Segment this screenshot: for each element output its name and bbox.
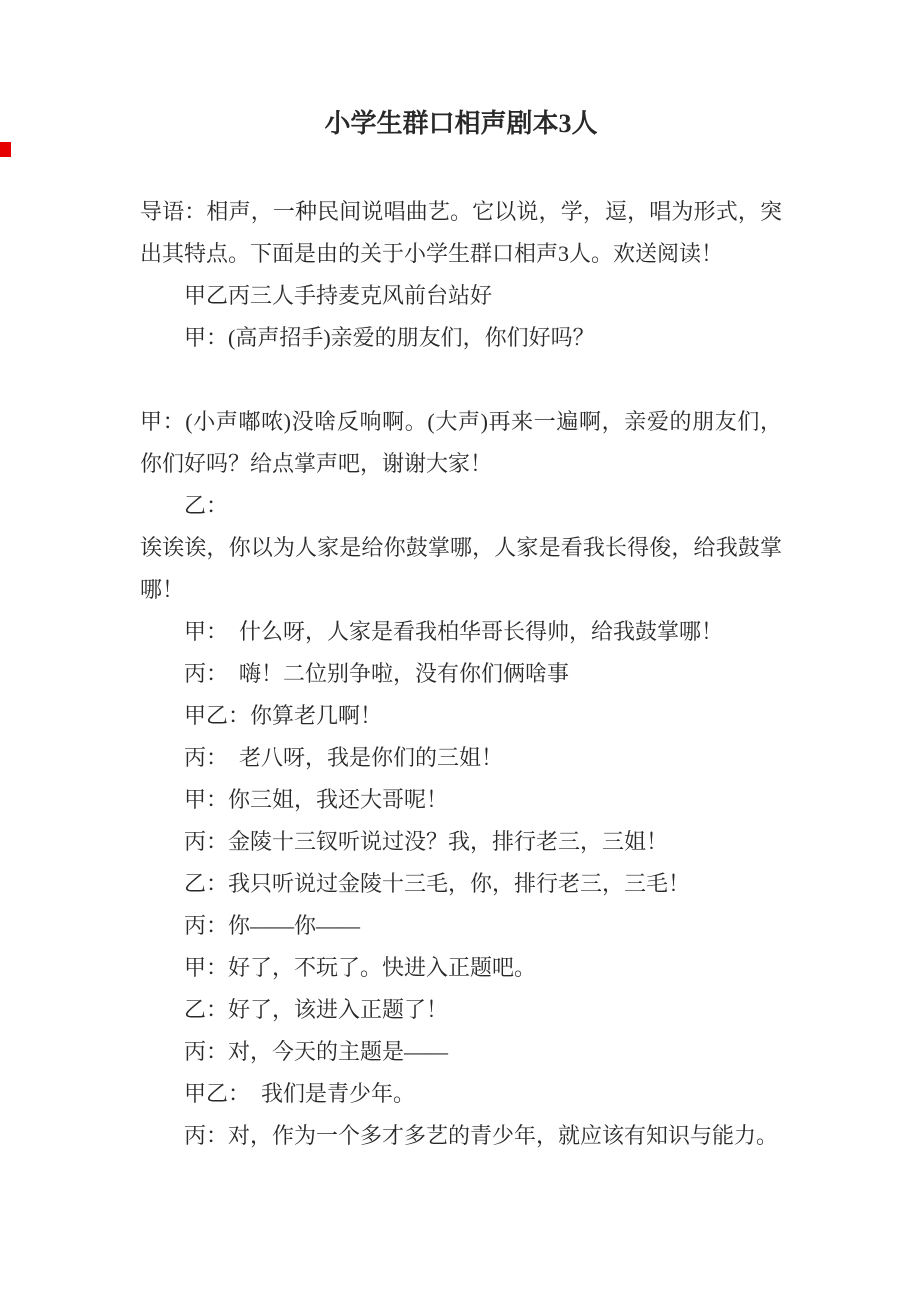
page-edge-marker — [0, 142, 11, 157]
script-line: 导语：相声，一种民间说唱曲艺。它以说，学，逗，唱为形式，突出其特点。下面是由的关于小学生群口相声3人。欢送阅读！ — [140, 199, 782, 266]
document-title: 小学生群口相声剧本3人 — [324, 109, 598, 138]
script-line: 甲：(小声嘟哝)没啥反响啊。(大声)再来一遍啊，亲爱的朋友们，你们好吗？给点掌声吧，谢谢大家！ — [140, 409, 782, 476]
script-line: 丙： 嗨！二位别争啦，没有你们俩啥事 — [184, 661, 570, 686]
script-line: 甲： 什么呀，人家是看我柏华哥长得帅，给我鼓掌哪！ — [184, 619, 724, 644]
script-line: 丙： 老八呀，我是你们的三姐！ — [184, 745, 504, 770]
script-line: 丙：你——你—— — [184, 913, 361, 938]
script-line: 乙：我只听说过金陵十三毛，你，排行老三，三毛！ — [184, 871, 691, 896]
script-line: 甲：好了，不玩了。快进入正题吧。 — [184, 955, 537, 980]
script-line: 甲乙： 我们是青少年。 — [184, 1081, 416, 1106]
paragraph-list — [140, 191, 782, 1157]
script-line: 丙：对，作为一个多才多艺的青少年，就应该有知识与能力。 — [184, 1123, 779, 1148]
script-line: 丙：金陵十三钗听说过没？我，排行老三，三姐！ — [184, 829, 669, 854]
script-line: 甲乙丙三人手持麦克风前台站好 — [184, 283, 493, 308]
script-line: 乙： — [184, 493, 229, 518]
document-content — [140, 0, 782, 1157]
script-line: 诶诶诶，你以为人家是给你鼓掌哪，人家是看我长得俊，给我鼓掌哪！ — [140, 535, 782, 602]
script-line: 甲乙：你算老几啊！ — [184, 703, 383, 728]
blank-line — [140, 359, 782, 401]
script-line: 甲：你三姐，我还大哥呢！ — [184, 787, 449, 812]
script-line: 甲：(高声招手)亲爱的朋友们，你们好吗？ — [184, 325, 595, 350]
script-line: 乙：好了，该进入正题了！ — [184, 997, 449, 1022]
script-line: 丙：对，今天的主题是—— — [184, 1039, 449, 1064]
